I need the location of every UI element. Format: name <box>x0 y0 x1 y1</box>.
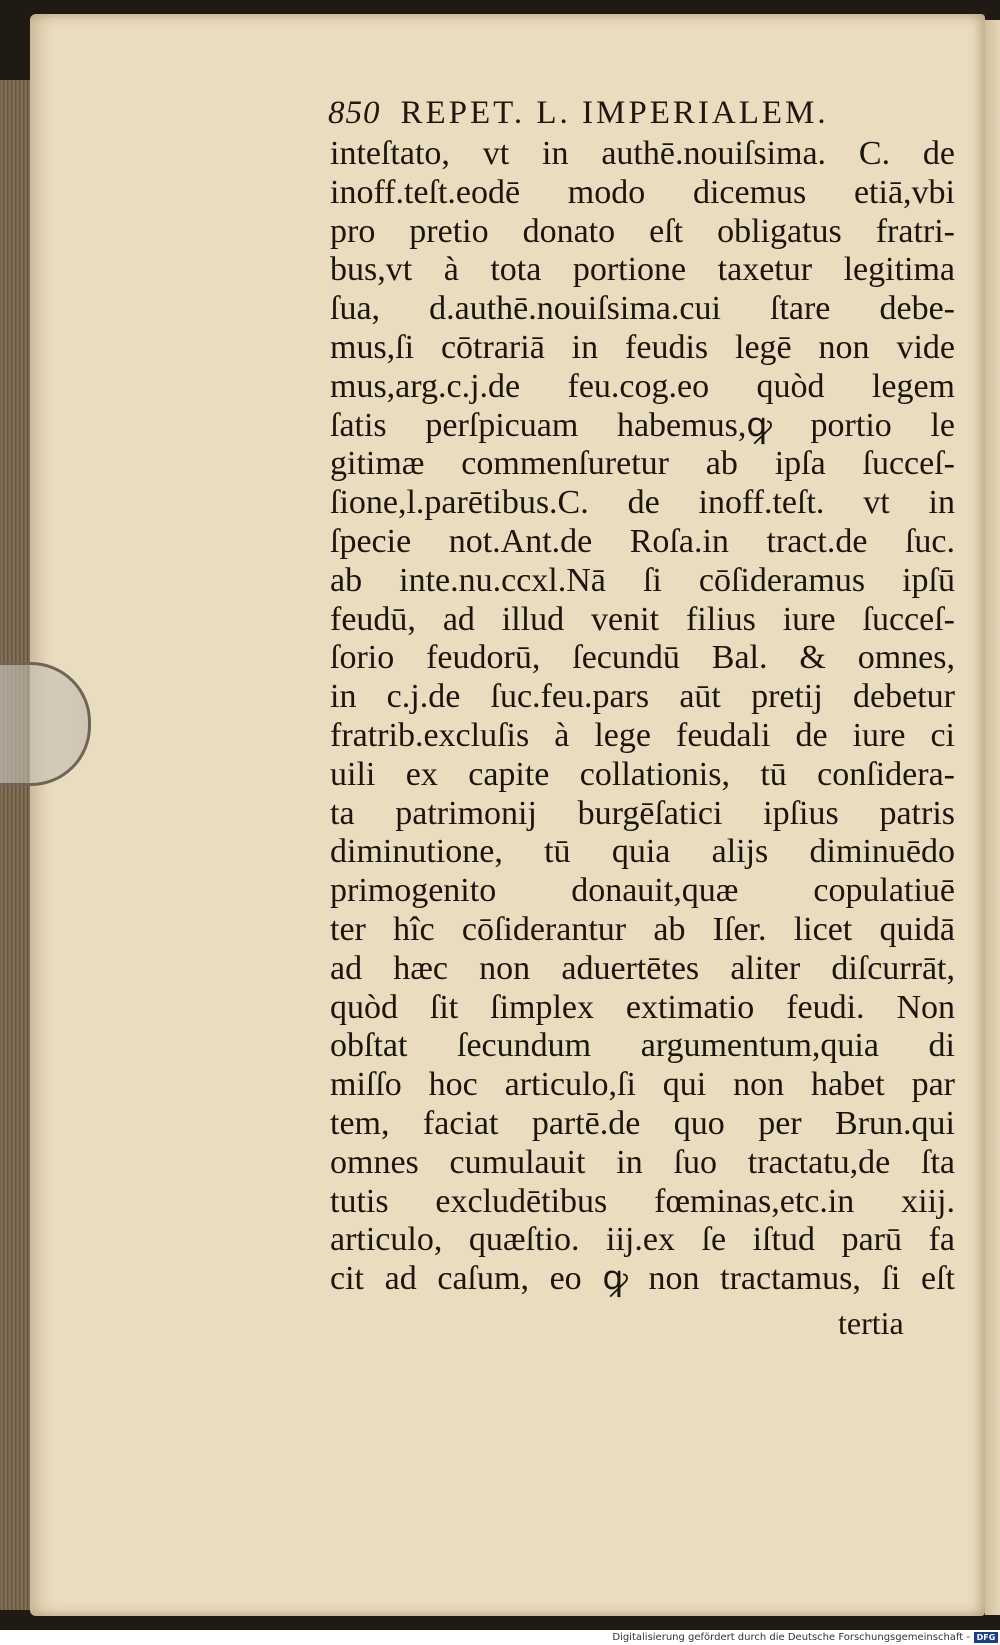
text-line: ſua, d.authē.nouiſsima.cui ſtare debe- <box>330 290 955 328</box>
text-line: obſtat ſecundum argumentum,quia di <box>330 1027 955 1065</box>
text-line: ſpecie not.Ant.de Roſa.in tract.de ſuc. <box>330 522 955 560</box>
catchword: tertia <box>838 1305 904 1341</box>
footer-bar <box>0 1630 1000 1645</box>
dfg-logo: DFG <box>974 1632 998 1643</box>
text-line: ſatis perſpicuam habemus,ꝙ portio le <box>330 406 955 444</box>
text-line: ad hæc non aduertētes aliter diſcurrāt, <box>330 949 955 987</box>
funding-credit: Digitalisierung gefördert durch die Deutsche Forschungsgemeinschaft - <box>612 1632 970 1643</box>
text-line: gitimæ commenſuretur ab ipſa ſucceſ- <box>330 445 955 483</box>
text-line: feudū, ad illud venit filius iure ſucceſ- <box>330 600 955 638</box>
text-line: tutis excludētibus fœminas,etc.in xiij. <box>330 1182 955 1220</box>
text-line: tem, faciat partē.de quo per Brun.qui <box>330 1104 955 1142</box>
text-line: inteſtato, vt in authē.nouiſsima. C. de <box>330 135 955 172</box>
text-line: primogenito donauit,quæ copulatiuē <box>330 872 955 910</box>
text-line: fratrib.excluſis à lege feudali de iure ci <box>330 716 955 754</box>
page-number: 850 <box>328 95 381 131</box>
text-line: cit ad caſum, eo ꝙ non tractamus, ſi eſt <box>330 1260 955 1298</box>
text-line: miſſo hoc articulo,ſi qui non habet par <box>330 1066 955 1104</box>
text-line: pro pretio donato eſt obligatus fratri- <box>330 212 955 250</box>
text-line: quòd ſit ſimplex extimatio feudi. Non <box>330 988 955 1026</box>
text-line: in c.j.de ſuc.feu.pars aūt pretij debetur <box>330 678 955 716</box>
text-line: articulo, quæſtio. iij.ex ſe iſtud parū fa <box>330 1221 955 1259</box>
text-line: ſione,l.parētibus.C. de inoff.teſt. vt in <box>330 484 955 522</box>
facing-page-edge <box>985 20 1000 1615</box>
text-line: mus,arg.c.j.de feu.cog.eo quòd legem <box>330 367 955 405</box>
running-head-title: REPET. L. IMPERIALEM. <box>400 95 829 131</box>
book-edge <box>0 80 34 1610</box>
text-line: ta patrimonij burgēſatici ipſius patris <box>330 794 955 832</box>
text-line: diminutione, tū quia alijs diminuēdo <box>330 833 955 871</box>
text-line: bus,vt à tota portione taxetur legitima <box>330 251 955 289</box>
body-text <box>330 135 955 1299</box>
text-line: uili ex capite collationis, tū conſidera- <box>330 755 955 793</box>
text-line: ter hîc cōſiderantur ab Iſer. licet quidā <box>330 910 955 948</box>
text-line: ab inte.nu.ccxl.Nā ſi cōſideramus ipſū <box>330 561 955 599</box>
text-line: ſorio feudorū, ſecundū Bal. & omnes, <box>330 639 955 677</box>
text-line: mus,ſi cōtrariā in feudis legē non vide <box>330 328 955 366</box>
running-header <box>328 95 829 132</box>
text-line: inoff.teſt.eodē modo dicemus etiā,vbi <box>330 173 955 211</box>
text-line: omnes cumulauit in ſuo tractatu,de ſta <box>330 1143 955 1181</box>
